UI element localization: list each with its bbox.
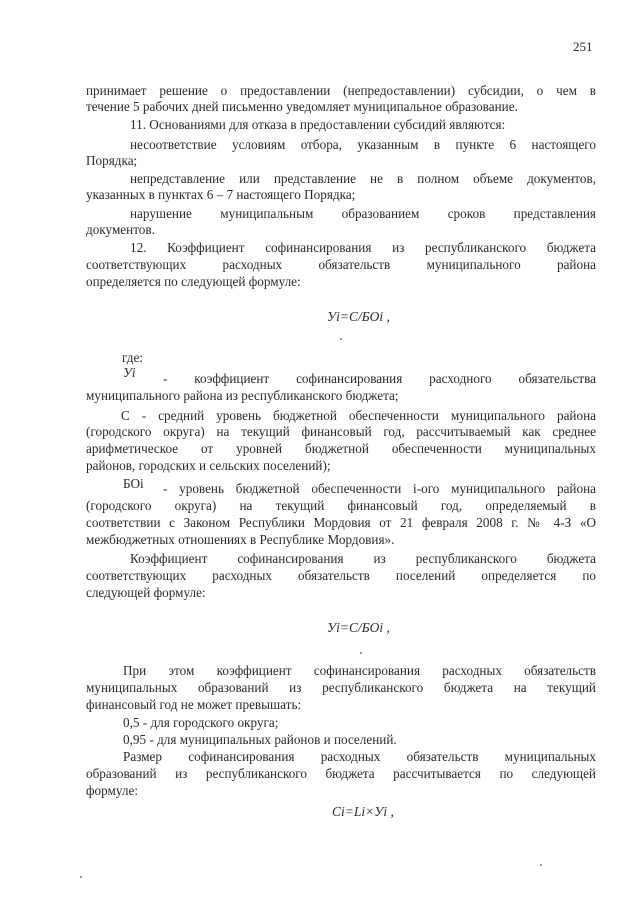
text-line: соответствии с Законом Республики Мордовия от 21 февраля 2008 г. № 4-З «О <box>86 515 596 530</box>
text-line: При этом коэффициент софинансирования расходных обязательств <box>123 663 596 678</box>
scan-speck <box>360 652 362 654</box>
text-line: определяется по следующей формуле: <box>86 274 301 289</box>
text-line: указанных в пунктах 6 – 7 настоящего Порядка; <box>86 187 356 202</box>
text-line: образований из республиканского бюджета рассчитывается по следующей <box>86 766 596 781</box>
text-line: 0,95 - для муниципальных районов и поселений. <box>123 732 397 747</box>
text-line: где: <box>122 350 143 365</box>
text-line: Порядка; <box>86 153 138 168</box>
page-number: 251 <box>573 39 593 54</box>
scan-speck <box>80 876 82 878</box>
text-line: арифметическое от уровней бюджетной обеспеченности муниципальных <box>86 441 596 456</box>
formula: Сi=Li×Уi , <box>332 804 394 819</box>
text-line: муниципального района из республиканского бюджета; <box>86 388 399 403</box>
text-line: нарушение муниципальным образованием сроков представления <box>130 206 596 221</box>
text-line: соответствующих расходных обязательств муниципального района <box>86 257 596 272</box>
text-line: соответствующих расходных обязательств поселений определяется по <box>86 568 596 583</box>
text-line: межбюджетных отношениях в Республике Мордовия». <box>86 532 395 547</box>
text-line: - уровень бюджетной обеспеченности i-ого муниципального района <box>163 481 596 496</box>
text-line: следующей формуле: <box>86 585 206 600</box>
text-line: 12. Коэффициент софинансирования из республиканского бюджета <box>130 240 596 255</box>
text-line: непредставление или представление не в полном объеме документов, <box>130 171 596 186</box>
text-line: (городского округа) на текущий финансовый год, определяемый в <box>86 498 596 513</box>
symbol-boi: БОi <box>123 476 144 491</box>
scan-speck <box>340 338 342 340</box>
text-line: Размер софинансирования расходных обязательств муниципальных <box>123 749 596 764</box>
text-line: несоответствие условиям отбора, указанным в пункте 6 настоящего <box>130 137 596 152</box>
symbol-yi: Уi <box>123 365 136 380</box>
formula: Уi=С/БОi , <box>327 620 390 635</box>
text-line: финансовый год не может превышать: <box>86 697 302 712</box>
text-line: 0,5 - для городского округа; <box>123 715 279 730</box>
formula: Уi=С/БОi , <box>327 309 390 324</box>
text-line: муниципальных образований из республиканского бюджета на текущий <box>86 680 596 695</box>
text-line: 11. Основаниями для отказа в предоставлении субсидий являются: <box>130 117 506 132</box>
text-line: формуле: <box>86 783 138 798</box>
text-line: документов. <box>86 222 155 237</box>
text-line: (городского округа) на текущий финансовый год, рассчитываемый как среднее <box>86 424 596 439</box>
text-line: принимает решение о предоставлении (непредоставлении) субсидии, о чем в <box>86 83 596 98</box>
scan-speck <box>540 864 542 866</box>
text-line: - коэффициент софинансирования расходного обязательства <box>163 371 596 386</box>
text-line: районов, городских и сельских поселений); <box>86 458 331 473</box>
text-line: течение 5 рабочих дней письменно уведомляет муниципальное образование. <box>86 99 518 114</box>
text-line: С - средний уровень бюджетной обеспеченности муниципального района <box>121 408 596 423</box>
text-line: Коэффициент софинансирования из республиканского бюджета <box>130 551 596 566</box>
